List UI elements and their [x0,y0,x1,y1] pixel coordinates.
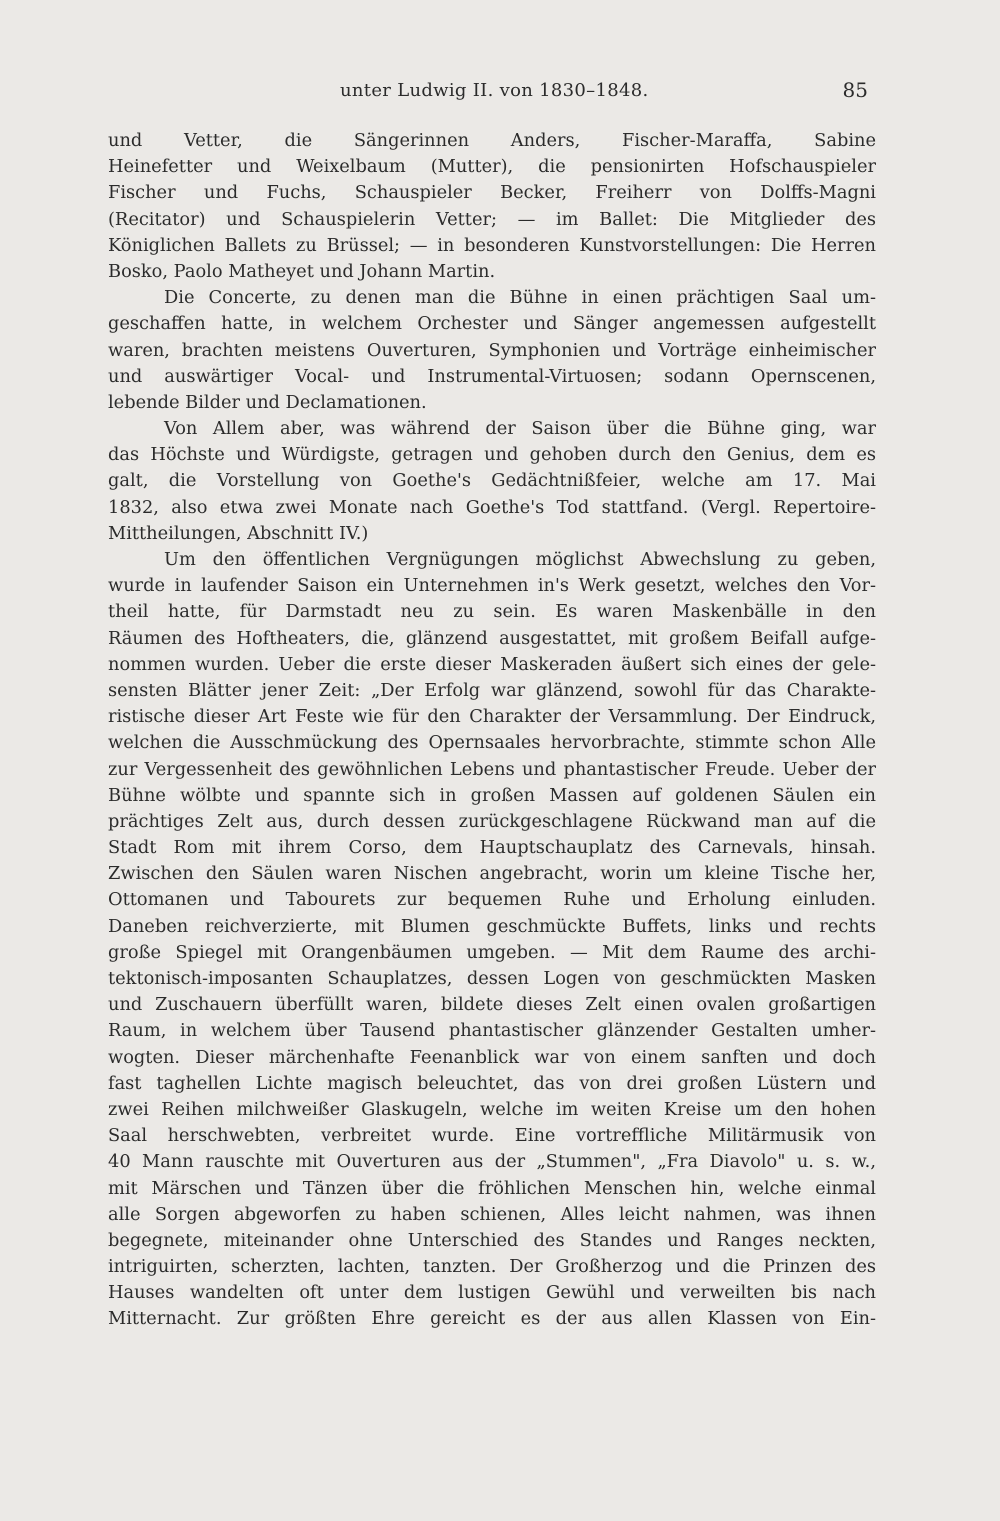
text-line: ristische dieser Art Feste wie für den Charakter der Versammlung. Der Eindruck, [108,706,876,728]
text-line: intriguirten, scherzten, lachten, tanzten. Der Großherzog und die Prinzen des [108,1256,876,1278]
page-number: 85 [842,78,868,102]
running-head [0,80,1000,110]
text-line: Raum, in welchem über Tausend phantastischer glänzender Gestalten umher- [108,1020,876,1042]
text-line: Hauses wandelten oft unter dem lustigen Gewühl und verweilten bis nach [108,1282,876,1304]
text-line: Bühne wölbte und spannte sich in großen Massen auf goldenen Säulen ein [108,784,876,806]
text-line: welchen die Ausschmückung des Opernsaales hervorbrachte, stimmte schon Alle [108,732,876,754]
text-line: Königlichen Ballets zu Brüssel; — in besonderen Kunstvorstellungen: Die Herren [108,234,876,256]
text-line: zur Vergessenheit des gewöhnlichen Lebens und phantastischer Freude. Ueber der [108,758,876,780]
text-line: und auswärtiger Vocal- und Instrumental-Virtuosen; sodann Opernscenen, [108,365,876,387]
text-line: Zwischen den Säulen waren Nischen angebracht, worin um kleine Tische her, [108,863,876,885]
text-line: fast taghellen Lichte magisch beleuchtet, das von drei großen Lüstern und [108,1072,876,1094]
paragraph-end-line: lebende Bilder und Declamationen. [108,391,427,413]
text-line: galt, die Vorstellung von Goethe's Gedächtnißfeier, welche am 17. Mai [108,470,876,492]
text-line: Ottomanen und Tabourets zur bequemen Ruhe und Erholung einluden. [108,889,876,911]
text-line: (Recitator) und Schauspielerin Vetter; — im Ballet: Die Mitglieder des [108,208,876,230]
text-line: wurde in laufender Saison ein Unternehmen in's Werk gesetzt, welches den Vor- [108,575,876,597]
text-line: 1832, also etwa zwei Monate nach Goethe's Tod stattfand. (Vergl. Repertoire- [108,496,876,518]
text-line: mit Märschen und Tänzen über die fröhlichen Menschen hin, welche einmal [108,1177,876,1199]
paragraph-first-line: Um den öffentlichen Vergnügungen möglichst Abwechslung zu geben, [164,549,876,570]
text-line: Mitternacht. Zur größten Ehre gereicht es der aus allen Klassen von Ein- [108,1308,876,1330]
text-line: Fischer und Fuchs, Schauspieler Becker, Freiherr von Dolffs-Magni [108,182,876,204]
running-head-title: unter Ludwig II. von 1830–1848. [340,80,649,101]
text-line: Daneben reichverzierte, mit Blumen geschmückte Buffets, links und rechts [108,915,876,937]
text-line: nommen wurden. Ueber die erste dieser Maskeraden äußert sich eines der gele- [108,653,876,675]
text-line: Stadt Rom mit ihrem Corso, dem Hauptschauplatz des Carnevals, hinsah. [108,837,876,859]
text-line: alle Sorgen abgeworfen zu haben schienen, Alles leicht nahmen, was ihnen [108,1203,876,1225]
text-line: und Zuschauern überfüllt waren, bildete dieses Zelt einen ovalen großartigen [108,994,876,1016]
text-line: große Spiegel mit Orangenbäumen umgeben. — Mit dem Raume des archi- [108,941,876,963]
text-line: Heinefetter und Weixelbaum (Mutter), die pensionirten Hofschauspieler [108,156,876,178]
paragraph-first-line: Von Allem aber, was während der Saison über die Bühne ging, war [164,418,876,440]
text-line: theil hatte, für Darmstadt neu zu sein. Es waren Maskenbälle in den [108,601,876,623]
text-line: waren, brachten meistens Ouverturen, Symphonien und Vorträge einheimischer [108,339,876,361]
text-line: Saal herschwebten, verbreitet wurde. Eine vortreffliche Militärmusik von [108,1125,876,1147]
text-line: begegnete, miteinander ohne Unterschied des Standes und Ranges neckten, [108,1229,876,1251]
paragraph-end-line: Mittheilungen, Abschnitt IV.) [108,522,369,544]
body-text [108,128,876,1333]
text-line: 40 Mann rauschte mit Ouverturen aus der „Stummen", „Fra Diavolo" u. s. w., [108,1151,876,1173]
text-line: das Höchste und Würdigste, getragen und gehoben durch den Genius, dem es [108,444,876,466]
text-line: und Vetter, die Sängerinnen Anders, Fischer-Maraffa, Sabine [108,130,876,151]
text-line: tektonisch-imposanten Schauplatzes, dessen Logen von geschmückten Masken [108,968,876,989]
text-line: geschaffen hatte, in welchem Orchester und Sänger angemessen aufgestellt [108,313,876,335]
paragraph-first-line: Die Concerte, zu denen man die Bühne in einen prächtigen Saal um- [164,287,876,309]
text-line: prächtiges Zelt aus, durch dessen zurückgeschlagene Rückwand man auf die [108,810,876,832]
paragraph-end-line: Bosko, Paolo Matheyet und Johann Martin. [108,260,496,282]
text-line: sensten Blätter jener Zeit: „Der Erfolg war glänzend, sowohl für das Charakte- [108,679,876,701]
text-line: Räumen des Hoftheaters, die, glänzend ausgestattet, mit großem Beifall aufge- [108,627,876,649]
text-line: zwei Reihen milchweißer Glaskugeln, welche im weiten Kreise um den hohen [108,1098,876,1120]
text-line: wogten. Dieser märchenhafte Feenanblick war von einem sanften und doch [108,1046,876,1068]
